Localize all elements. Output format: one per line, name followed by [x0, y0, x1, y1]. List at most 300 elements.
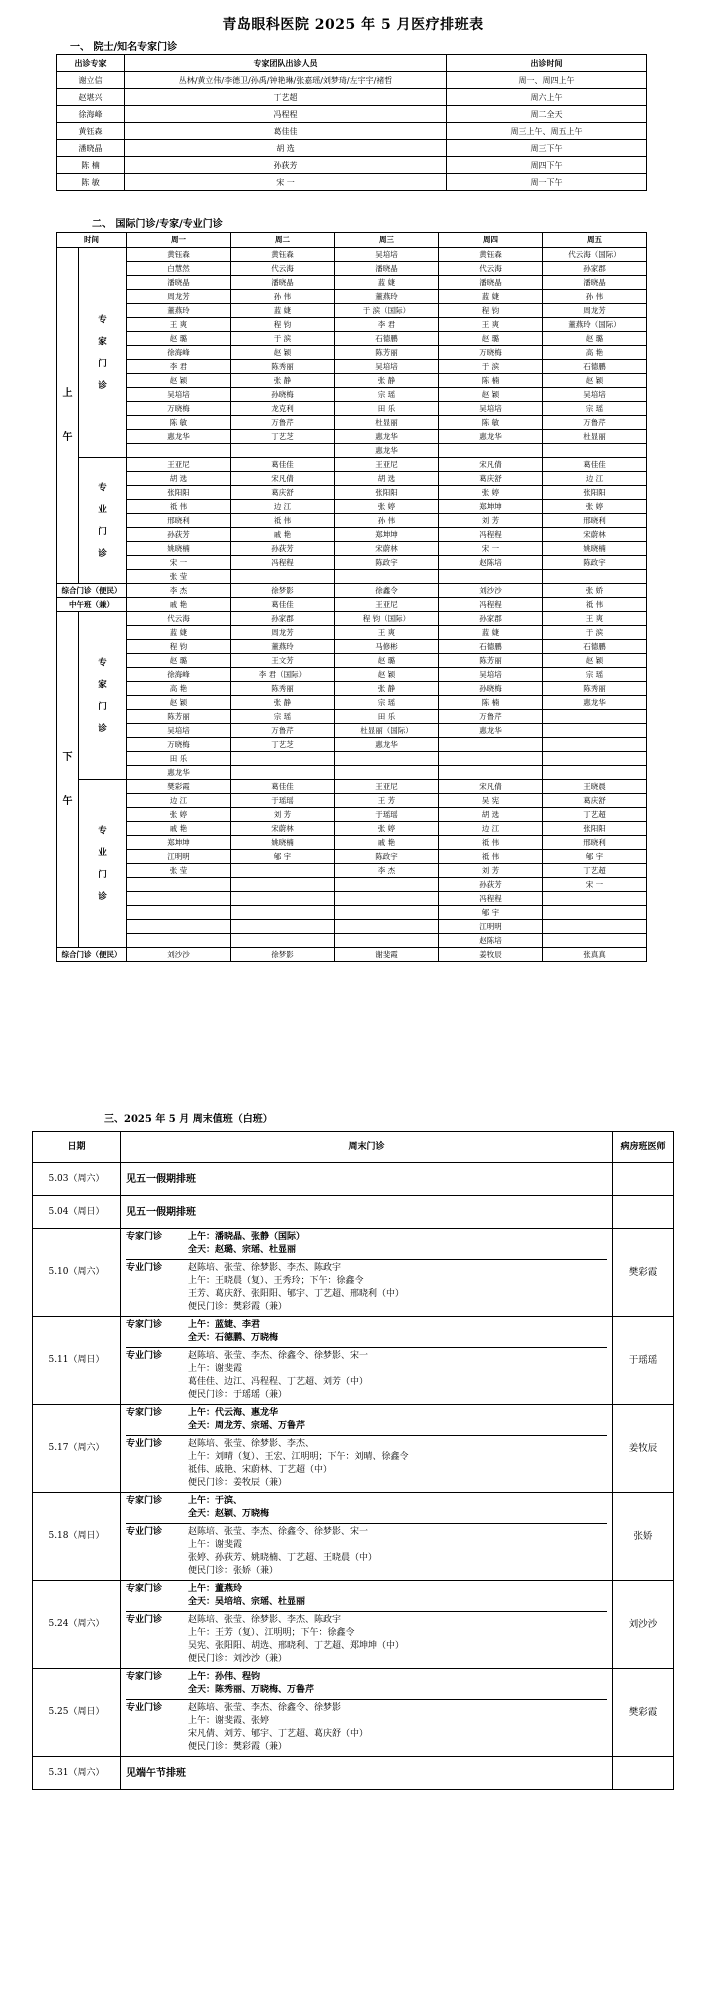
table-cell: 陈 敏: [57, 174, 125, 191]
schedule-cell: 石德鹏: [335, 332, 439, 346]
schedule-cell: 冯程程: [231, 556, 335, 570]
date-cell: 5.17（周六）: [33, 1405, 121, 1493]
schedule-cell: 宗 瑶: [231, 710, 335, 724]
ward-doctor-cell: 于瑶瑶: [613, 1317, 674, 1405]
schedule-cell: 徐鑫令: [335, 584, 439, 598]
ward-doctor-cell: [613, 1757, 674, 1790]
schedule-cell: 葛佳佳: [231, 598, 335, 612]
table-row: [57, 430, 647, 444]
schedule-cell: [439, 752, 543, 766]
clinic-type-label: 专业门诊: [126, 1263, 163, 1273]
schedule-cell: 张 婷: [127, 808, 231, 822]
schedule-cell: 陈 楠: [439, 374, 543, 388]
weekend-clinic-cell: [121, 1493, 613, 1581]
schedule-cell: 胡 选: [335, 472, 439, 486]
schedule-cell: 丁艺超: [543, 864, 647, 878]
clinic-lines: [188, 1495, 607, 1521]
schedule-cell: 孙家郡: [231, 612, 335, 626]
schedule-cell: 蓝 婕: [335, 276, 439, 290]
schedule-cell: 程 钧: [127, 640, 231, 654]
table-row: [57, 318, 647, 332]
schedule-cell: 张阳阳: [335, 486, 439, 500]
table-row: [57, 906, 647, 920]
clinic-lines: [188, 1407, 607, 1433]
schedule-cell: 徐梦影: [231, 948, 335, 962]
table-row: [57, 696, 647, 710]
period-label: 下 午: [57, 612, 79, 948]
schedule-cell: [543, 892, 647, 906]
clinic-type-label: 专业门诊: [126, 1439, 163, 1449]
schedule-cell: 葛佳佳: [231, 458, 335, 472]
schedule-cell: 代云海: [231, 262, 335, 276]
schedule-cell: 姚晓楠: [543, 542, 647, 556]
table-row: [57, 248, 647, 262]
weekend-duty-table: [32, 1131, 674, 1790]
table-row: [57, 262, 647, 276]
clinic-block: [126, 1612, 607, 1668]
clinic-block: [126, 1669, 607, 1700]
schedule-cell: 赵 颖: [439, 388, 543, 402]
schedule-cell: 李 君: [127, 360, 231, 374]
schedule-cell: 赵 颖: [231, 346, 335, 360]
schedule-cell: 刘 芳: [439, 514, 543, 528]
schedule-cell: 王 爽: [543, 612, 647, 626]
table-row: [57, 290, 647, 304]
schedule-cell: 张 静: [335, 682, 439, 696]
schedule-cell: 陈 敏: [439, 416, 543, 430]
schedule-cell: 祗 伟: [543, 598, 647, 612]
schedule-cell: 马修彬: [335, 640, 439, 654]
schedule-cell: [439, 570, 543, 584]
academician-expert-table: [56, 54, 647, 191]
header-day: 周一: [127, 233, 231, 248]
schedule-cell: 万鲁芹: [231, 416, 335, 430]
schedule-cell: [543, 920, 647, 934]
clinic-lines: [188, 1350, 607, 1402]
category-label: 专 业 门 诊: [79, 458, 127, 584]
document-title: 青岛眼科医院 2025 年 5 月医疗排班表: [222, 17, 484, 33]
schedule-cell: 万鲁芹: [439, 710, 543, 724]
header-team: 专家团队出诊人员: [125, 55, 447, 72]
table-row: [57, 528, 647, 542]
schedule-cell: 黄钰森: [127, 248, 231, 262]
table-row: [33, 1317, 674, 1405]
schedule-cell: 吴培培: [127, 724, 231, 738]
weekend-clinic-cell: [121, 1669, 613, 1757]
section1-heading: 一、 院士/知名专家门诊: [70, 42, 178, 53]
schedule-cell: [231, 570, 335, 584]
schedule-cell: 周龙芳: [231, 626, 335, 640]
schedule-cell: [127, 444, 231, 458]
schedule-cell: 惠龙华: [127, 766, 231, 780]
table-cell: 周一、周四上午: [447, 72, 647, 89]
table-row: [57, 794, 647, 808]
clinic-line: 赵陈培、张莹、徐梦影、李杰、: [188, 1439, 315, 1449]
schedule-cell: 惠龙华: [543, 696, 647, 710]
clinic-line: 祗伟、戚艳、宋蔚林、丁艺超（中）: [188, 1465, 333, 1475]
table-row: [57, 332, 647, 346]
schedule-cell: 戚 艳: [127, 822, 231, 836]
table-row: [57, 556, 647, 570]
table-row: [57, 500, 647, 514]
clinic-line: 上午：王芳（复）、江明明；下午：徐鑫令: [188, 1628, 355, 1638]
table-row: [57, 89, 647, 106]
schedule-cell: 邢晓利: [127, 514, 231, 528]
clinic-lines: [188, 1671, 607, 1697]
schedule-cell: 张阳阳: [127, 486, 231, 500]
schedule-cell: 陈秀丽: [543, 682, 647, 696]
schedule-cell: 龙克利: [231, 402, 335, 416]
schedule-cell: 葛佳佳: [543, 458, 647, 472]
header-ward-doctor: 病房班医师: [613, 1132, 674, 1163]
schedule-cell: 吴培培: [335, 248, 439, 262]
schedule-cell: 潘晓晶: [127, 276, 231, 290]
ward-doctor-cell: [613, 1196, 674, 1229]
table-cell: 丁艺超: [125, 89, 447, 106]
schedule-cell: 石德鹏: [439, 640, 543, 654]
table-row: [57, 374, 647, 388]
clinic-lines: [188, 1583, 607, 1609]
schedule-cell: [335, 752, 439, 766]
clinic-lines: [188, 1702, 607, 1754]
clinic-block: [126, 1581, 607, 1612]
schedule-cell: 戚 艳: [231, 528, 335, 542]
schedule-cell: [231, 878, 335, 892]
table-row: [57, 304, 647, 318]
schedule-cell: 宗 瑶: [543, 668, 647, 682]
clinic-lines: [188, 1614, 607, 1666]
schedule-cell: 赵 颖: [335, 668, 439, 682]
table-row: [57, 934, 647, 948]
header-day: 周二: [231, 233, 335, 248]
schedule-cell: 丁艺超: [543, 808, 647, 822]
weekend-clinic-cell: [121, 1163, 613, 1196]
table-cell: 丛林/黄立伟/李德卫/孙禹/钟艳琳/张嘉瑶/刘梦琦/左宇宇/褚哲: [125, 72, 447, 89]
table-row: [57, 106, 647, 123]
schedule-cell: 程 钧: [231, 318, 335, 332]
schedule-cell: 丁艺芝: [231, 738, 335, 752]
schedule-cell: 张 婷: [439, 486, 543, 500]
section3-heading: 三、2025 年 5 月 周末值班（白班）: [104, 1114, 273, 1125]
schedule-cell: [231, 864, 335, 878]
schedule-cell: 于 滨: [439, 360, 543, 374]
table-row: [57, 140, 647, 157]
clinic-line: 上午：王晓晨（复）、王秀玲；下午：徐鑫令: [188, 1276, 364, 1286]
clinic-block: [126, 1524, 607, 1580]
schedule-cell: 葛庆舒: [543, 794, 647, 808]
category-label: 专 家 门 诊: [79, 612, 127, 780]
schedule-cell: [439, 766, 543, 780]
outpatient-schedule-table: [56, 232, 647, 962]
table-cell: 周一下午: [447, 174, 647, 191]
schedule-cell: [335, 570, 439, 584]
clinic-line: 上午：代云海、惠龙华: [188, 1408, 279, 1418]
schedule-cell: [335, 934, 439, 948]
schedule-cell: 孙 伟: [335, 514, 439, 528]
schedule-cell: 孙 伟: [543, 290, 647, 304]
table-row: [57, 360, 647, 374]
clinic-type-label: 专家门诊: [126, 1408, 163, 1418]
clinic-line: 便民门诊：于瑶瑶（兼）: [188, 1390, 288, 1400]
notice-text: 见五一假期排班: [126, 1173, 196, 1185]
schedule-cell: 陈芳丽: [335, 346, 439, 360]
clinic-line: 全天：吴培培、宗瑶、杜显丽: [188, 1597, 306, 1607]
schedule-cell: 董燕玲: [127, 304, 231, 318]
schedule-cell: 孙荻芳: [127, 528, 231, 542]
schedule-cell: 陈芳丽: [127, 710, 231, 724]
ward-doctor-cell: 樊彩霞: [613, 1229, 674, 1317]
schedule-cell: 代云海: [127, 612, 231, 626]
general-clinic-am-row: [57, 584, 647, 598]
schedule-cell: 祗 伟: [439, 850, 543, 864]
schedule-cell: 冯程程: [439, 892, 543, 906]
schedule-cell: [127, 920, 231, 934]
schedule-cell: 张阳阳: [543, 486, 647, 500]
schedule-cell: 董燕玲: [335, 290, 439, 304]
schedule-cell: 杜显丽（国际）: [335, 724, 439, 738]
schedule-cell: 丁艺芝: [231, 430, 335, 444]
schedule-cell: 惠龙华: [335, 738, 439, 752]
schedule-cell: 潘晓晶: [335, 262, 439, 276]
table-row: [33, 1581, 674, 1669]
table-cell: 孙荻芳: [125, 157, 447, 174]
schedule-cell: 孙 伟: [231, 290, 335, 304]
schedule-cell: 王 芳: [335, 794, 439, 808]
schedule-cell: 王 爽: [335, 626, 439, 640]
weekend-clinic-cell: [121, 1405, 613, 1493]
schedule-cell: [127, 878, 231, 892]
date-cell: 5.11（周日）: [33, 1317, 121, 1405]
table-row: [57, 752, 647, 766]
header-time: 出诊时间: [447, 55, 647, 72]
schedule-cell: 高 艳: [127, 682, 231, 696]
schedule-cell: [127, 892, 231, 906]
schedule-cell: 宋 一: [439, 542, 543, 556]
schedule-cell: 戚 艳: [335, 836, 439, 850]
schedule-cell: 张 静: [231, 696, 335, 710]
table-row: [57, 276, 647, 290]
date-cell: 5.18（周日）: [33, 1493, 121, 1581]
schedule-cell: 张阳阳: [543, 822, 647, 836]
schedule-cell: 张 婷: [335, 500, 439, 514]
schedule-cell: 张 婷: [335, 822, 439, 836]
clinic-line: 上午：蓝婕、李君: [188, 1320, 261, 1330]
clinic-lines: [188, 1262, 607, 1314]
weekend-clinic-cell: [121, 1581, 613, 1669]
schedule-cell: 万晓梅: [127, 738, 231, 752]
header-time: 时间: [57, 233, 127, 248]
schedule-cell: [543, 934, 647, 948]
table-cell: 胡 选: [125, 140, 447, 157]
clinic-type-label: 专家门诊: [126, 1584, 163, 1594]
schedule-cell: 陈政宇: [335, 850, 439, 864]
schedule-cell: 董燕玲（国际）: [543, 318, 647, 332]
schedule-cell: 杜显丽: [335, 416, 439, 430]
schedule-cell: 于 滨: [543, 626, 647, 640]
schedule-cell: [543, 766, 647, 780]
schedule-cell: 蓝 婕: [439, 626, 543, 640]
clinic-block: [126, 1229, 607, 1260]
clinic-lines: [188, 1319, 607, 1345]
schedule-cell: 孙荻芳: [439, 878, 543, 892]
schedule-cell: 张 娇: [543, 584, 647, 598]
clinic-block: [126, 1260, 607, 1316]
table-row: [33, 1229, 674, 1317]
table-row: [57, 850, 647, 864]
schedule-cell: 葛佳佳: [231, 780, 335, 794]
date-cell: 5.25（周日）: [33, 1669, 121, 1757]
schedule-cell: 陈 敏: [127, 416, 231, 430]
clinic-block: [126, 1348, 607, 1404]
schedule-cell: [335, 892, 439, 906]
schedule-cell: 谢斐霞: [335, 948, 439, 962]
schedule-cell: 陈秀丽: [231, 360, 335, 374]
schedule-cell: 陈秀丽: [231, 682, 335, 696]
schedule-cell: 边 江: [439, 822, 543, 836]
table-row: [57, 668, 647, 682]
schedule-cell: 姜牧辰: [439, 948, 543, 962]
schedule-cell: 赵 璐: [335, 654, 439, 668]
schedule-cell: 黄钰森: [439, 248, 543, 262]
schedule-cell: 祗 伟: [127, 500, 231, 514]
table-row: [33, 1405, 674, 1493]
clinic-type-label: 专家门诊: [126, 1496, 163, 1506]
table-cell: 周三上午、周五上午: [447, 123, 647, 140]
schedule-cell: [127, 934, 231, 948]
schedule-cell: 吴 宪: [439, 794, 543, 808]
table-row: [57, 780, 647, 794]
clinic-block: [126, 1317, 607, 1348]
schedule-cell: [335, 920, 439, 934]
ward-doctor-cell: 刘沙沙: [613, 1581, 674, 1669]
schedule-cell: [231, 920, 335, 934]
schedule-cell: 周龙芳: [127, 290, 231, 304]
table-header-row: [57, 233, 647, 248]
table-cell: 潘晓晶: [57, 140, 125, 157]
schedule-cell: 惠龙华: [439, 724, 543, 738]
table-cell: 周三下午: [447, 140, 647, 157]
table-row: [57, 388, 647, 402]
row-label: 综合门诊（便民）: [57, 948, 127, 962]
clinic-line: 便民门诊：樊彩霞（兼）: [188, 1302, 288, 1312]
schedule-cell: 姚晓楠: [231, 836, 335, 850]
table-row: [57, 682, 647, 696]
clinic-line: 便民门诊：樊彩霞（兼）: [188, 1742, 288, 1752]
table-row: [57, 654, 647, 668]
table-row: [33, 1196, 674, 1229]
schedule-cell: 宋凡倩: [231, 472, 335, 486]
schedule-cell: [335, 906, 439, 920]
schedule-cell: 边 江: [127, 794, 231, 808]
clinic-type-label: 专业门诊: [126, 1703, 163, 1713]
clinic-type-label: 专家门诊: [126, 1672, 163, 1682]
clinic-block: [126, 1405, 607, 1436]
clinic-line: 赵陈培、张莹、徐梦影、李杰、陈政宇: [188, 1263, 342, 1273]
schedule-cell: 宋凡倩: [439, 458, 543, 472]
schedule-cell: 边 江: [231, 500, 335, 514]
clinic-line: 赵陈培、张莹、李杰、徐鑫令、徐梦影、宋一: [188, 1351, 369, 1361]
table-row: [57, 174, 647, 191]
table-row: [57, 123, 647, 140]
category-label: 专 家 门 诊: [79, 248, 127, 458]
schedule-cell: [543, 906, 647, 920]
header-weekend-clinic: 周末门诊: [121, 1132, 613, 1163]
schedule-cell: [231, 906, 335, 920]
ward-doctor-cell: [613, 1163, 674, 1196]
row-label: 中午班（兼）: [57, 598, 127, 612]
schedule-cell: 石德鹏: [543, 360, 647, 374]
table-row: [33, 1163, 674, 1196]
clinic-type-label: 专家门诊: [126, 1232, 163, 1242]
schedule-cell: 祗 伟: [439, 836, 543, 850]
header-expert: 出诊专家: [57, 55, 125, 72]
schedule-cell: 惠龙华: [127, 430, 231, 444]
schedule-cell: [439, 738, 543, 752]
table-cell: 葛佳佳: [125, 123, 447, 140]
schedule-cell: 宗 瑶: [335, 388, 439, 402]
schedule-cell: 惠龙华: [335, 430, 439, 444]
schedule-cell: 江明明: [127, 850, 231, 864]
schedule-cell: 赵陈培: [439, 934, 543, 948]
clinic-line: 吴宪、张阳阳、胡选、邢晓利、丁艺超、郑坤坤（中）: [188, 1641, 405, 1651]
table-row: [57, 458, 647, 472]
schedule-cell: 田 乐: [335, 710, 439, 724]
table-cell: 陈 楠: [57, 157, 125, 174]
clinic-line: 王芳、葛庆舒、张阳阳、郇宇、丁艺超、邢晓利（中）: [188, 1289, 405, 1299]
section2-heading: 二、 国际门诊/专家/专业门诊: [92, 219, 223, 230]
schedule-cell: 王亚尼: [335, 458, 439, 472]
schedule-cell: [543, 570, 647, 584]
clinic-type-label: 专家门诊: [126, 1320, 163, 1330]
table-row: [57, 878, 647, 892]
schedule-cell: 于瑶瑶: [231, 794, 335, 808]
schedule-cell: 葛庆舒: [439, 472, 543, 486]
clinic-line: 张婷、孙荻芳、姚晓楠、丁艺超、王晓晨（中）: [188, 1553, 378, 1563]
date-cell: 5.04（周日）: [33, 1196, 121, 1229]
row-label: 综合门诊（便民）: [57, 584, 127, 598]
schedule-cell: 刘沙沙: [127, 948, 231, 962]
schedule-cell: 刘 芳: [439, 864, 543, 878]
schedule-cell: [543, 444, 647, 458]
clinic-line: 上午：孙伟、程钧: [188, 1672, 261, 1682]
schedule-cell: 吴培培: [335, 360, 439, 374]
schedule-cell: 戚 艳: [127, 598, 231, 612]
schedule-cell: 刘 芳: [231, 808, 335, 822]
weekend-clinic-cell: [121, 1229, 613, 1317]
table-row: [57, 864, 647, 878]
clinic-line: 全天：陈秀丽、万晓梅、万鲁芹: [188, 1685, 315, 1695]
ward-doctor-cell: 姜牧辰: [613, 1405, 674, 1493]
weekend-clinic-cell: [121, 1757, 613, 1790]
schedule-cell: 吴培培: [439, 668, 543, 682]
schedule-cell: 陈政宇: [543, 556, 647, 570]
schedule-cell: 王文芳: [231, 654, 335, 668]
table-row: [57, 416, 647, 430]
schedule-cell: [231, 934, 335, 948]
schedule-cell: [439, 444, 543, 458]
schedule-cell: 于瑶瑶: [335, 808, 439, 822]
schedule-cell: 陈芳丽: [439, 654, 543, 668]
schedule-cell: 王亚尼: [335, 598, 439, 612]
table-cell: 谢立信: [57, 72, 125, 89]
schedule-cell: 赵 璐: [439, 332, 543, 346]
clinic-line: 赵陈培、张莹、李杰、徐鑫令、徐梦影、宋一: [188, 1527, 369, 1537]
schedule-cell: 吴培培: [439, 402, 543, 416]
schedule-cell: 代云海（国际）: [543, 248, 647, 262]
schedule-cell: 蓝 婕: [231, 304, 335, 318]
date-cell: 5.03（周六）: [33, 1163, 121, 1196]
schedule-cell: 黄钰森: [231, 248, 335, 262]
